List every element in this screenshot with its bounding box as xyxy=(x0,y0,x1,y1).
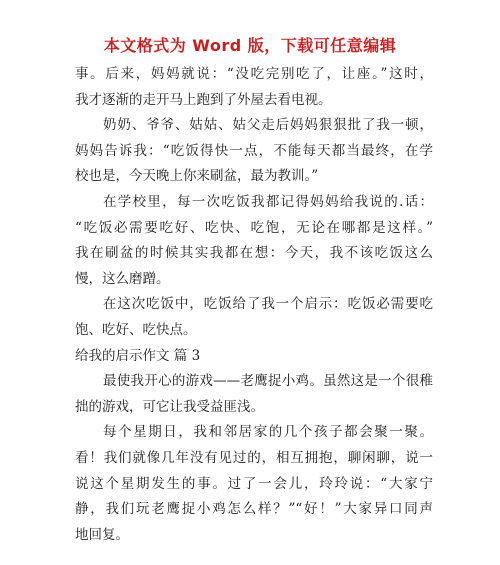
text-line: 我在刷盆的时候其实我都在想：今天，我不该吃饭这么 xyxy=(75,245,433,262)
text-line: 事。后来，妈妈就说：“没吃完别吃了，让座。”这时， xyxy=(75,66,433,82)
text-line: 校也是，今天晚上你来刷盆，最为教训。” xyxy=(75,168,319,185)
document-banner: 本文格式为 Word 版，下载可任意编辑 xyxy=(103,36,397,55)
text-line: 慢，这么磨蹭。 xyxy=(75,270,170,287)
text-line: “吃饭必需要吃好、吃快、吃饱，无论在哪都是这样。” xyxy=(75,219,433,236)
text-line: 拙的游戏，可它让我受益匪浅。 xyxy=(75,398,264,415)
text-line: 每个星期日，我和邻居家的几个孩子都会聚一聚。 xyxy=(103,424,433,441)
text-line: 妈妈告诉我：“吃饭得快一点，不能每天都当最终，在学 xyxy=(75,142,433,159)
text-line: 在这次吃饭中，吃饭给了我一个启示：吃饭必需要吃 xyxy=(103,296,433,313)
section-heading: 给我的启示作文 篇 3 xyxy=(75,347,201,364)
document-body xyxy=(75,62,433,548)
text-line: 看！我们就像几年没有见过的，相互拥抱，聊闲聊，说一 xyxy=(75,449,433,466)
text-line: 奶奶、爷爷、姑姑、姑父走后妈妈狠狠批了我一顿， xyxy=(103,117,433,134)
text-line: 在学校里，每一次吃饭我都记得妈妈给我说的.话： xyxy=(103,193,433,210)
text-line: 说这个星期发生的事。过了一会儿，玲玲说：“大家宁 xyxy=(75,475,433,492)
text-line: 最使我开心的游戏——老鹰捉小鸡。虽然这是一个很稚 xyxy=(103,373,433,390)
text-line: 饱、吃好、吃快点。 xyxy=(75,321,197,338)
text-line: 静，我们玩老鹰捉小鸡怎么样？”“好！”大家异口同声 xyxy=(75,501,433,518)
text-line: 我才逐渐的走开马上跑到了外屋去看电视。 xyxy=(75,91,332,108)
text-line: 地回复。 xyxy=(75,526,129,543)
